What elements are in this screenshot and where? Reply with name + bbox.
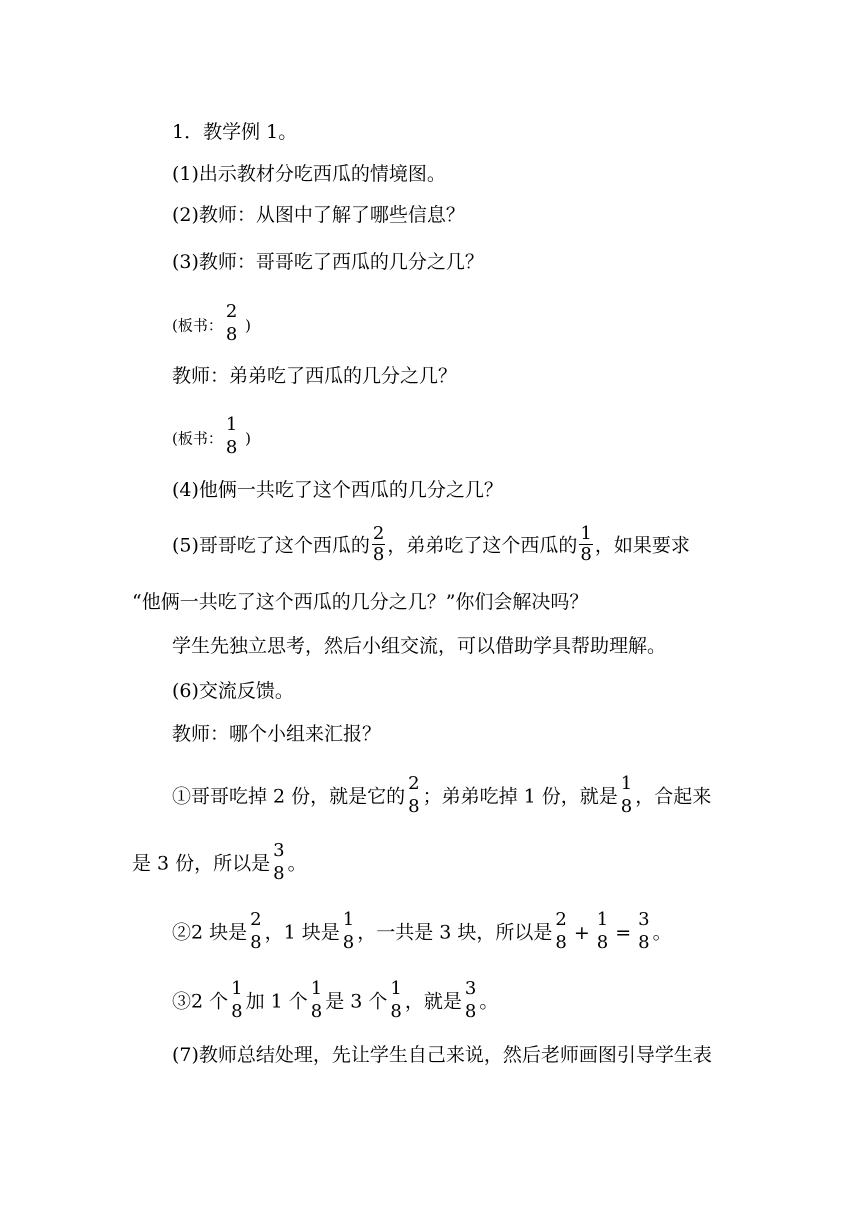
fraction-1-8: 1 8 <box>310 978 323 1022</box>
teacher-prompt: 教师：哪个小组来汇报？ <box>172 723 382 745</box>
board-note-prefix: (板书： <box>172 429 223 448</box>
fraction-3-8: 3 8 <box>638 909 650 953</box>
board-note-2 <box>172 414 251 459</box>
equals-sign: = <box>615 921 632 944</box>
plus-sign: + <box>573 921 590 944</box>
step-6: (6)交流反馈。 <box>172 680 294 702</box>
fraction-1-8: 1 8 <box>231 978 243 1022</box>
board-note-prefix: (板书： <box>172 316 223 335</box>
fraction-1-8: $\frac{1}{8}$ <box>580 523 592 565</box>
step-2: (2)教师：从图中了解了哪些信息？ <box>172 204 465 226</box>
fraction-1-8: 1 8 <box>225 414 238 458</box>
fraction-1-8: 1 8 <box>620 773 633 817</box>
step-5-continued: “他俩一共吃了这个西瓜的几分之几？”你们会解决吗？ <box>132 591 589 613</box>
fraction-2-8: 2 8 <box>225 301 238 345</box>
step-1: (1)出示教材分吃西瓜的情境图。 <box>172 163 446 185</box>
fraction-1-8: 1 8 <box>342 909 355 953</box>
student-activity: 学生先独立思考，然后小组交流，可以借助学具帮助理解。 <box>172 635 667 657</box>
answer-3: ③2 个 1 8 加 1 个 1 8 是 3 个 1 8 ，就是 3 8 。 <box>172 978 499 1022</box>
fraction-3-8: 3 8 <box>273 840 285 884</box>
fraction-2-8: 2 8 <box>250 909 262 953</box>
answer-1: ①哥哥吃掉 2 份，就是它的 2 8 ；弟弟吃掉 1 份，就是 1 8 ，合起来 <box>172 773 712 817</box>
fraction-1-8: 1 8 <box>596 909 609 953</box>
fraction-2-8: $\frac{2}{8}$ <box>372 523 385 565</box>
step-4: (4)他俩一共吃了这个西瓜的几分之几？ <box>172 479 503 501</box>
answer-2: ②2 块是 2 8 ，1 块是 1 8 ，一共是 3 块，所以是 2 8 + 1 8 = 3 8 。 <box>172 909 672 953</box>
fraction-3-8: 3 8 <box>464 978 477 1022</box>
board-note-suffix: ) <box>240 316 251 335</box>
teacher-question-brother: 教师：弟弟吃了西瓜的几分之几？ <box>172 365 458 387</box>
heading-example-1: 1．教学例 1。 <box>172 121 298 143</box>
board-note-suffix: ) <box>240 429 251 448</box>
step-7: (7)教师总结处理，先让学生自己来说，然后老师画图引导学生表 <box>172 1044 712 1066</box>
board-note-1 <box>172 301 251 346</box>
step-5: (5)哥哥吃了这个西瓜的 $\frac{2}{8}$ ，弟弟吃了这个西瓜的 $\frac{1}{8}$ ，如果要求 <box>172 523 690 565</box>
fraction-2-8: 2 8 <box>408 773 420 817</box>
fraction-1-8: 1 8 <box>390 978 402 1022</box>
fraction-2-8: 2 8 <box>555 909 567 953</box>
step-3: (3)教师：哥哥吃了西瓜的几分之几？ <box>172 251 484 273</box>
answer-1-continued: 是 3 份，所以是 3 8 。 <box>132 840 307 884</box>
